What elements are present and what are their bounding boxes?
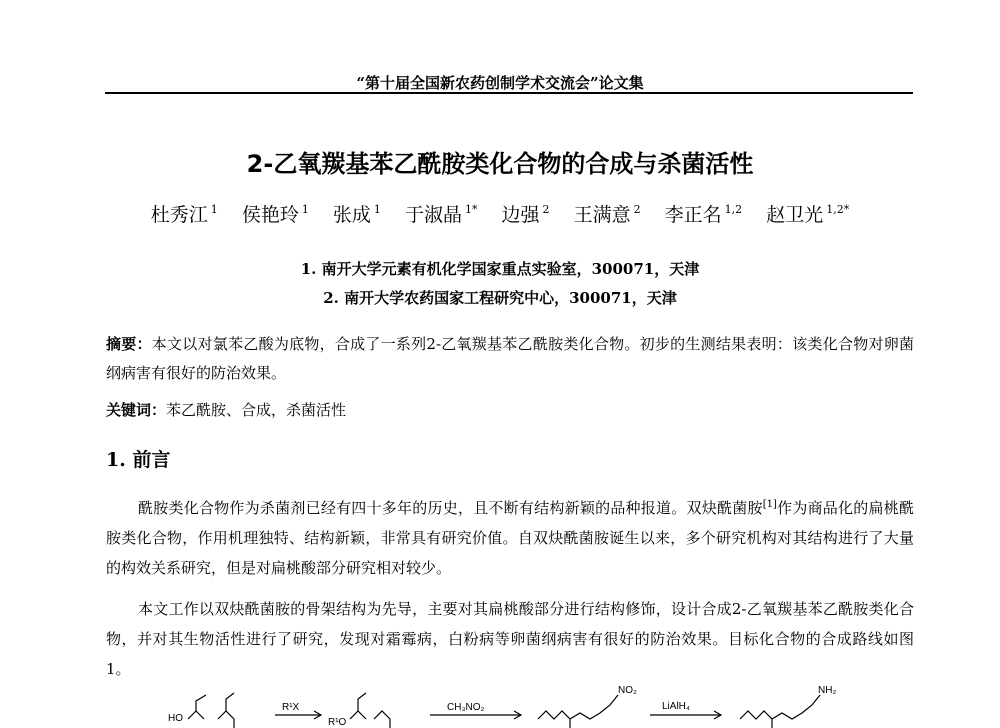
author-list (0, 200, 1000, 227)
affiliation-2: 2. 南开大学农药国家工程研究中心，300071，天津 (323, 289, 677, 307)
affiliation-1: 1. 南开大学元素有机化学国家重点实验室，300071，天津 (300, 260, 700, 278)
running-header: “第十届全国新农药创制学术交流会”论文集 (356, 74, 644, 92)
methoxy-bond (196, 695, 206, 711)
abstract-text: 本文以对氯苯乙酸为底物，合成了一系列2-乙氧羰基苯乙酰胺类化合物。初步的生测结果表明：该类化合物对卵菌纲病害有很好的防治效果。 (106, 335, 914, 382)
author: 李正名 $^{1,2}$ (664, 203, 743, 226)
abstract-label: 摘要： (106, 335, 152, 353)
author: 王满意 $^2$ (573, 203, 641, 226)
author: 赵卫光 $^{1,2*}$ (766, 203, 850, 226)
r1o-group: R¹O (328, 717, 347, 728)
keywords-label: 关键词： (106, 401, 167, 419)
keywords-text: 苯乙酰胺、合成，杀菌活性 (166, 401, 347, 419)
header-rule (105, 92, 913, 94)
ho-group: HO (168, 713, 183, 724)
reagent-1: R¹X (282, 702, 300, 713)
nh2-group: NH₂ (818, 685, 837, 696)
author: 侯艳玲 $^1$ (241, 203, 309, 226)
paper-title: 2-乙氧羰基苯乙酰胺类化合物的合成与杀菌活性 (246, 150, 754, 178)
synthesis-scheme (160, 683, 880, 728)
ring-fragment (218, 711, 234, 728)
citation[interactable]: [1] (762, 499, 777, 510)
author: 边强 $^2$ (501, 203, 550, 226)
author: 于淑晶 $^{1*}$ (404, 203, 478, 226)
reagent-3: LiAlH₄ (662, 701, 690, 712)
methoxy-bond (226, 693, 234, 711)
author: 张成 $^1$ (332, 203, 381, 226)
abstract (106, 330, 914, 388)
no2-group: NO₂ (618, 685, 637, 696)
paragraph-2: 本文工作以双炔酰菌胺的骨架结构为先导，主要对其扁桃酸部分进行结构修饰，设计合成2-乙氧羰基苯乙酰胺类化合物，并对其生物活性进行了研究，发现对霜霉病，白粉病等卵菌纲病害有很好的防治效果。目标化合物的合成路线如图 1。 (106, 600, 914, 678)
author: 杜秀江 $^1$ (150, 203, 218, 226)
reagent-2: CH₃NO₂ (447, 702, 485, 713)
keywords (106, 399, 346, 420)
paragraph-1: 酰胺类化合物作为杀菌剂已经有四十多年的历史，且不断有结构新颖的品种报道。双炔酰菌胺[1]作为商品化的扁桃酰胺类化合物，作用机理独特、结构新颖，非常具有研究价值。自双炔酰菌胺诞生以来，多个研究机构对其结构进行了大量的构效关系研究，但是对扁桃酸部分研究相对较少。 (106, 499, 914, 577)
section-heading: 1. 前言 (106, 449, 171, 471)
ring-fragment (188, 711, 204, 719)
